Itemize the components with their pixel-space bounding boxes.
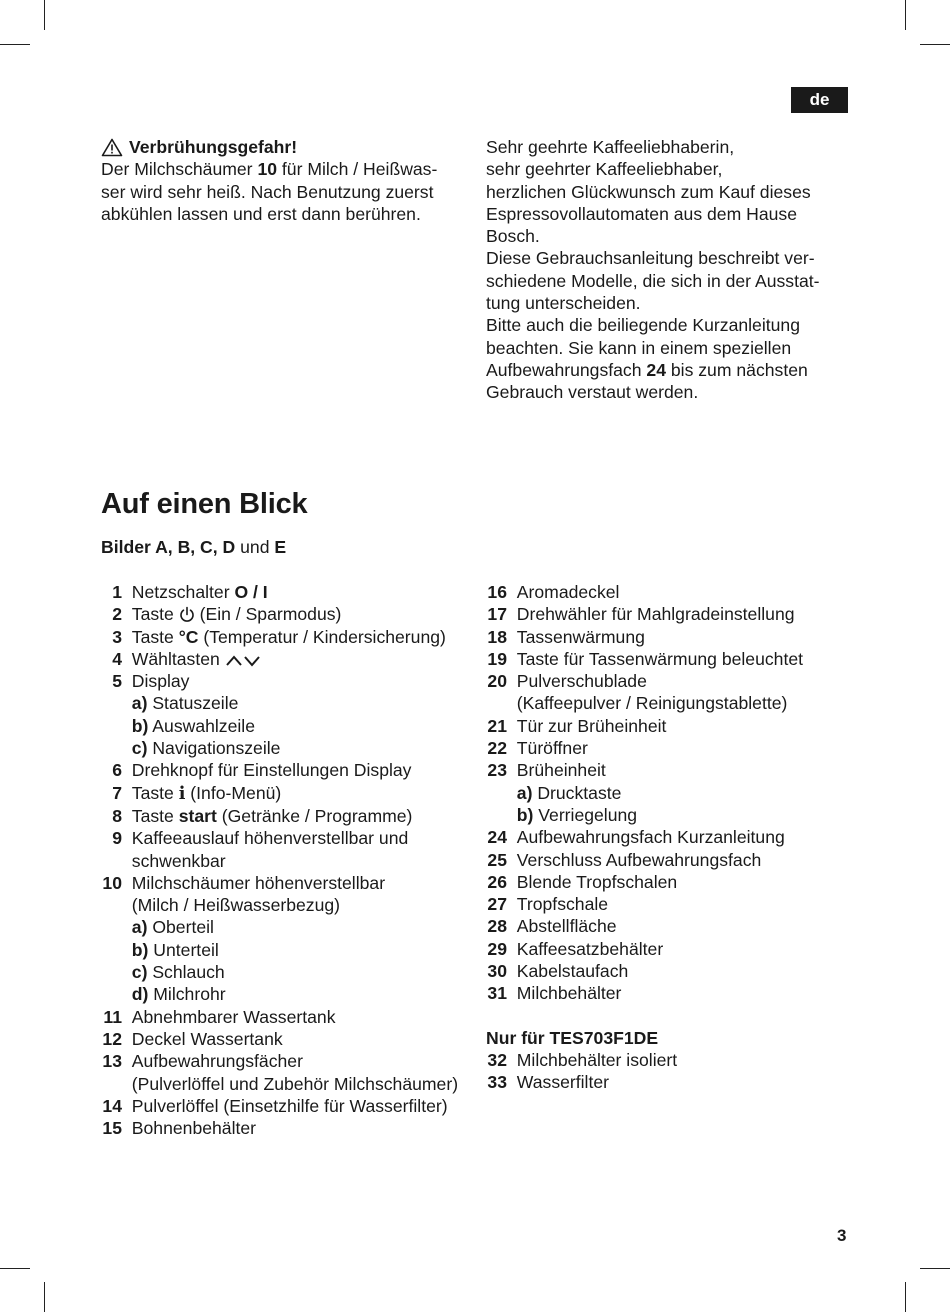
list-subitem: c) Navigationszeile	[131, 738, 281, 759]
list-item: 28 Abstellfläche	[487, 916, 617, 937]
list-item: 10 Milchschäumer höhenverstellbar	[102, 872, 386, 893]
intro-line: Espressovollautomaten aus dem Hause	[486, 203, 797, 224]
list-item: 20 Pulverschublade	[487, 671, 647, 692]
list-item: 12 Deckel Wassertank	[102, 1028, 283, 1049]
section-heading: Auf einen Blick	[101, 488, 308, 520]
list-item: 11 Abnehmbarer Wassertank	[103, 1006, 336, 1027]
warning-title	[101, 136, 471, 158]
crop-mark	[905, 1282, 906, 1312]
list-item: 1 Netzschalter O / I	[112, 582, 268, 602]
list-item: 16 Aromadeckel	[487, 582, 620, 602]
warning-title-text: Verbrühungsgefahr!	[129, 137, 298, 157]
list-item: 6 Drehknopf für Einstellungen Display	[112, 760, 412, 781]
list-item: 24 Aufbewahrungsfach Kurzanleitung	[487, 827, 785, 848]
list-item: 14 Pulverlöffel (Einsetzhilfe für Wasserfilter)	[102, 1095, 448, 1116]
intro-line: herzlichen Glückwunsch zum Kauf dieses	[486, 181, 811, 202]
list-item: 33 Wasserfilter	[487, 1072, 609, 1093]
list-item: 13 Aufbewahrungsfächer	[102, 1051, 303, 1072]
list-subitem: a) Oberteil	[131, 917, 214, 938]
list-subitem: c) Schlauch	[131, 962, 225, 983]
list-item-continuation: (Pulverlöffel und Zubehör Milchschäumer)	[131, 1073, 459, 1094]
parts-list-right	[478, 581, 858, 1094]
crop-mark	[44, 0, 45, 30]
list-item: 2 Taste (Ein / Sparmodus)	[112, 604, 342, 625]
intro-line: Bitte auch die beiliegende Kurzanleitung	[486, 315, 800, 336]
list-item: 7 Taste i (Info-Menü)	[112, 782, 282, 804]
chevron-down-icon	[243, 654, 261, 668]
warning-triangle-icon	[101, 138, 123, 157]
intro-block	[486, 136, 856, 404]
list-item: 30 Kabelstaufach	[487, 961, 629, 982]
intro-line: Sehr geehrte Kaffeeliebhaberin,	[486, 137, 735, 157]
intro-line: tung unterscheiden.	[486, 293, 641, 314]
intro-line: beachten. Sie kann in einem speziellen	[486, 337, 792, 358]
list-subitem: a) Drucktaste	[516, 782, 622, 803]
crop-mark	[920, 44, 950, 45]
warning-line: Der Milchschäumer 10 für Milch / Heißwas-	[101, 159, 438, 180]
list-item: 32 Milchbehälter isoliert	[487, 1049, 678, 1070]
list-subitem: a) Statuszeile	[131, 693, 239, 714]
list-item: 19 Taste für Tassenwärmung beleuchtet	[487, 648, 804, 669]
list-item: 31 Milchbehälter	[487, 983, 622, 1004]
intro-line: sehr geehrter Kaffeeliebhaber,	[486, 159, 723, 180]
intro-line: Diese Gebrauchsanleitung beschreibt ver-	[486, 248, 815, 269]
list-item: 4 Wähltasten	[93, 648, 473, 670]
list-item-continuation: schwenkbar	[131, 850, 226, 871]
list-item: 15 Bohnenbehälter	[102, 1118, 257, 1139]
list-subitem: d) Milchrohr	[131, 984, 226, 1005]
list-item-continuation: (Kaffeepulver / Reinigungstablette)	[516, 693, 788, 714]
language-tab: de	[791, 87, 848, 113]
warning-line: abkühlen lassen und erst dann berühren.	[101, 203, 421, 224]
list-item: 23 Brüheinheit	[487, 760, 606, 781]
list-subitem: b) Unterteil	[131, 939, 219, 960]
figures-subtitle: Bilder A, B, C, D und E	[101, 537, 287, 557]
list-item-continuation: (Milch / Heißwasserbezug)	[131, 895, 341, 916]
intro-line: Bosch.	[486, 226, 540, 247]
list-item: 26 Blende Tropfschalen	[487, 871, 678, 892]
list-subitem: b) Auswahlzeile	[131, 715, 255, 736]
crop-mark	[0, 1268, 30, 1269]
list-item: 27 Tropfschale	[487, 894, 609, 915]
crop-mark	[905, 0, 906, 30]
list-item: 17 Drehwähler für Mahlgradeinstellung	[487, 604, 795, 625]
page-number: 3	[837, 1226, 847, 1245]
crop-mark	[44, 1282, 45, 1312]
power-icon	[179, 606, 195, 623]
list-item: 25 Verschluss Aufbewahrungsfach	[487, 849, 762, 870]
list-item: 9 Kaffeeauslauf höhenverstellbar und	[112, 828, 409, 849]
list-item: 18 Tassenwärmung	[487, 626, 645, 647]
list-item: 5 Display	[112, 671, 190, 692]
intro-line: schiedene Modelle, die sich in der Ausstat-	[486, 270, 820, 291]
list-item: 3 Taste °C (Temperatur / Kindersicherung)	[112, 626, 446, 647]
intro-line: Aufbewahrungsfach 24 bis zum nächsten	[486, 359, 808, 380]
crop-mark	[920, 1268, 950, 1269]
list-subitem: b) Verriegelung	[516, 804, 638, 825]
model-section-heading: Nur für TES703F1DE	[486, 1027, 659, 1048]
parts-list-left	[93, 581, 473, 1139]
warning-block	[101, 136, 471, 225]
chevron-up-icon	[225, 654, 243, 668]
intro-line: Gebrauch verstaut werden.	[486, 382, 699, 403]
list-item: 22 Türöffner	[487, 738, 588, 759]
crop-mark	[0, 44, 30, 45]
list-item: 8 Taste start (Getränke / Programme)	[112, 805, 413, 826]
warning-line: ser wird sehr heiß. Nach Benutzung zuerst	[101, 181, 434, 202]
list-item: 29 Kaffeesatzbehälter	[487, 938, 664, 959]
list-item: 21 Tür zur Brüheinheit	[487, 715, 667, 736]
info-icon: i	[178, 782, 186, 804]
